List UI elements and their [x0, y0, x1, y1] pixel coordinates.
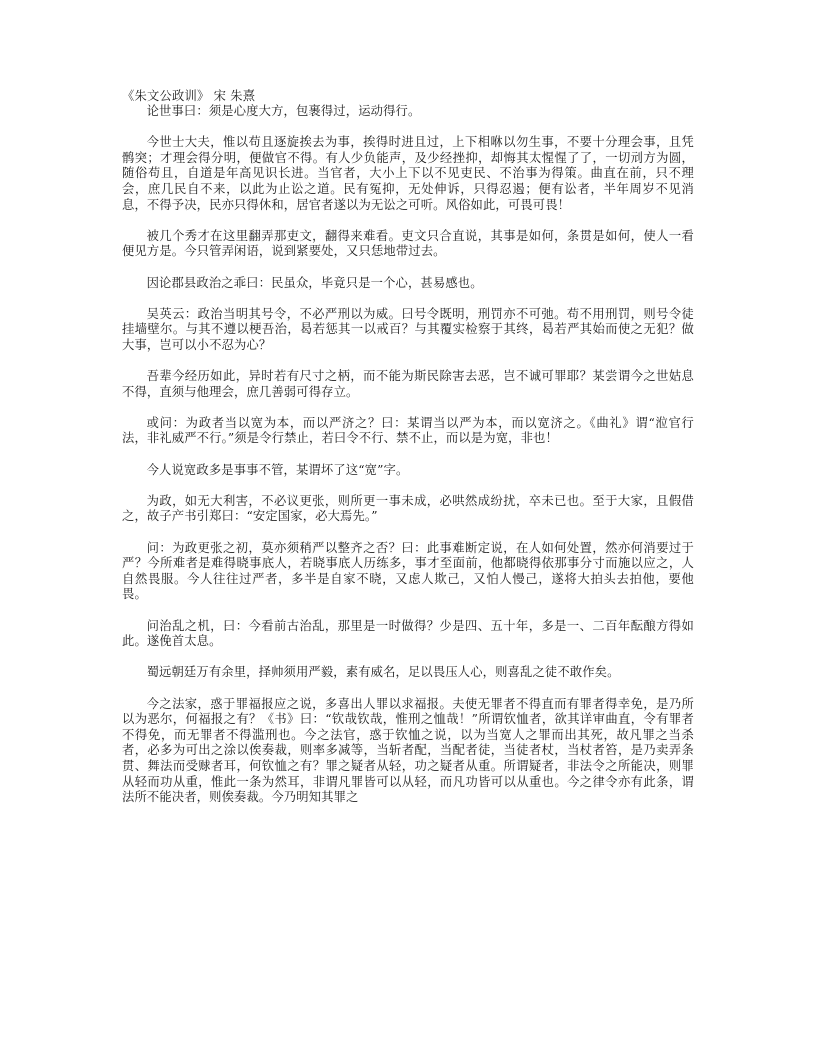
paragraph-4: 吴英云：政治当明其号令，不必严刑以为威。曰号令既明，刑罚亦不可弛。苟不用刑罚，则号令徒挂墙壁尔。与其不遵以梗吾治，曷若惩其一以戒百？与其覆实检察于其终，曷若严其始而使之无犯？做大事，岂可以小不忍为心？ — [122, 306, 694, 352]
paragraph-1: 今世士大夫，惟以苟且逐旋挨去为事，挨得时进且过，上下相咻以勿生事，不要十分理会事，且凭鹘突；才理会得分明，便做官不得。有人少负能声，及少经挫抑，却悔其太惺惺了了，一切刓方为圆，随俗苟且，自道是年高见识长进。当官者，大小上下以不见吏民、不治事为得策。曲直在前，只不理会，庶几民自不来，以此为止讼之道。民有冤抑，无处伸诉，只得忍遏；便有讼者，半年周岁不见消息，不得予决，民亦只得休和，居官者遂以为无讼之可听。风俗如此，可畏可畏！ — [122, 135, 694, 212]
paragraph-6: 或问：为政者当以宽为本，而以严济之？曰：某谓当以严为本，而以宽济之。《曲礼》谓“涖官行法，非礼威严不行。”须是令行禁止，若曰令不行、禁不止，而以是为宽，非也！ — [122, 415, 694, 446]
paragraph-3: 因论郡县政治之乖曰：民虽众，毕竟只是一个心，甚易感也。 — [146, 275, 483, 290]
document-title-line: 《朱文公政训》 宋 朱熹 — [122, 89, 256, 103]
paragraph-spacer — [122, 400, 694, 416]
paragraph-spacer — [122, 603, 694, 619]
paragraph-spacer — [122, 525, 694, 541]
paragraph-12: 今之法家，惑于罪福报应之说，多喜出人罪以求福报。夫使无罪者不得直而有罪者得幸免，是乃所以为恶尔，何福报之有？《书》曰：“钦哉钦哉，惟刑之恤哉！”所谓钦恤者，欲其详审曲直，令有罪者不得免，而无罪者不得滥刑也。今之法官，惑于钦恤之说，以为当宽人之罪而出其死，故凡罪之当杀者，必多为可出之涂以俟奏裁，则率多减等，当斩者配，当配者徒，当徒者杖，当杖者笞，是乃卖弄条贯、舞法而受赇者耳，何钦恤之有？罪之疑者从轻，功之疑者从重。所谓疑者，非法令之所能决，则罪从轻而功从重，惟此一条为然耳，非谓凡罪皆可以从轻，而凡功皆可以从重也。今之律令亦有此条，谓法所不能决者，则俟奏裁。今乃明知其罪之 — [122, 696, 694, 805]
paragraph-spacer — [122, 354, 694, 370]
paragraph-7: 今人说宽政多是事事不管，某谓坏了这“宽”字。 — [146, 462, 409, 477]
paragraph-10: 问治乱之机，曰：今看前古治乱，那里是一时做得？少是四、五十年，多是一、二百年酝酿方得如此。遂俛首太息。 — [122, 618, 694, 649]
paragraph-11: 蜀远朝廷万有余里，择帅须用严毅，素有威名，足以畏压人心，则喜乱之徒不敢作矣。 — [146, 665, 620, 680]
paragraph-spacer — [122, 213, 694, 229]
paragraph-spacer — [122, 260, 694, 276]
paragraph-spacer — [122, 447, 694, 463]
paragraph-8: 为政，如无大利害，不必议更张，则所更一事未成，必哄然成纷扰，卒未已也。至于大家，且假借之，故子产书引郑曰：“安定国家，必大焉先。” — [122, 493, 694, 524]
paragraph-spacer — [122, 681, 694, 697]
paragraph-spacer — [122, 650, 694, 666]
paragraph-intro: 论世事曰：须是心度大方，包裹得过，运动得行。 — [146, 104, 421, 118]
paragraph-spacer — [122, 291, 694, 307]
paragraph-5: 吾辈今经历如此，异时若有尺寸之柄，而不能为斯民除害去恶，岂不诚可罪耶？某尝谓今之世姑息不得，直须与他理会，庶几善弱可得存立。 — [122, 369, 694, 399]
paragraph-spacer — [122, 478, 694, 494]
paragraph-9: 问：为政更张之初，莫亦须稍严以整齐之否？曰：此事难断定说，在人如何处置，然亦何消要过于严？今所难者是难得晓事底人，若晓事底人历练多，事才至面前，他都晓得依那事分寸而施以应之，人自然畏服。今人往往过严者，多半是自家不晓，又虑人欺己，又怕人慢己，遂将大拍头去拍他，要他畏。 — [122, 540, 694, 602]
paragraph-spacer — [122, 120, 694, 136]
paragraph-2: 被几个秀才在这里翻弄那吏文，翻得来难看。吏文只合直说，其事是如何，条贯是如何，使人一看便见方是。今只管弄闲语，说到紧要处，又只恁地带过去。 — [122, 228, 694, 259]
document-body — [122, 88, 694, 806]
